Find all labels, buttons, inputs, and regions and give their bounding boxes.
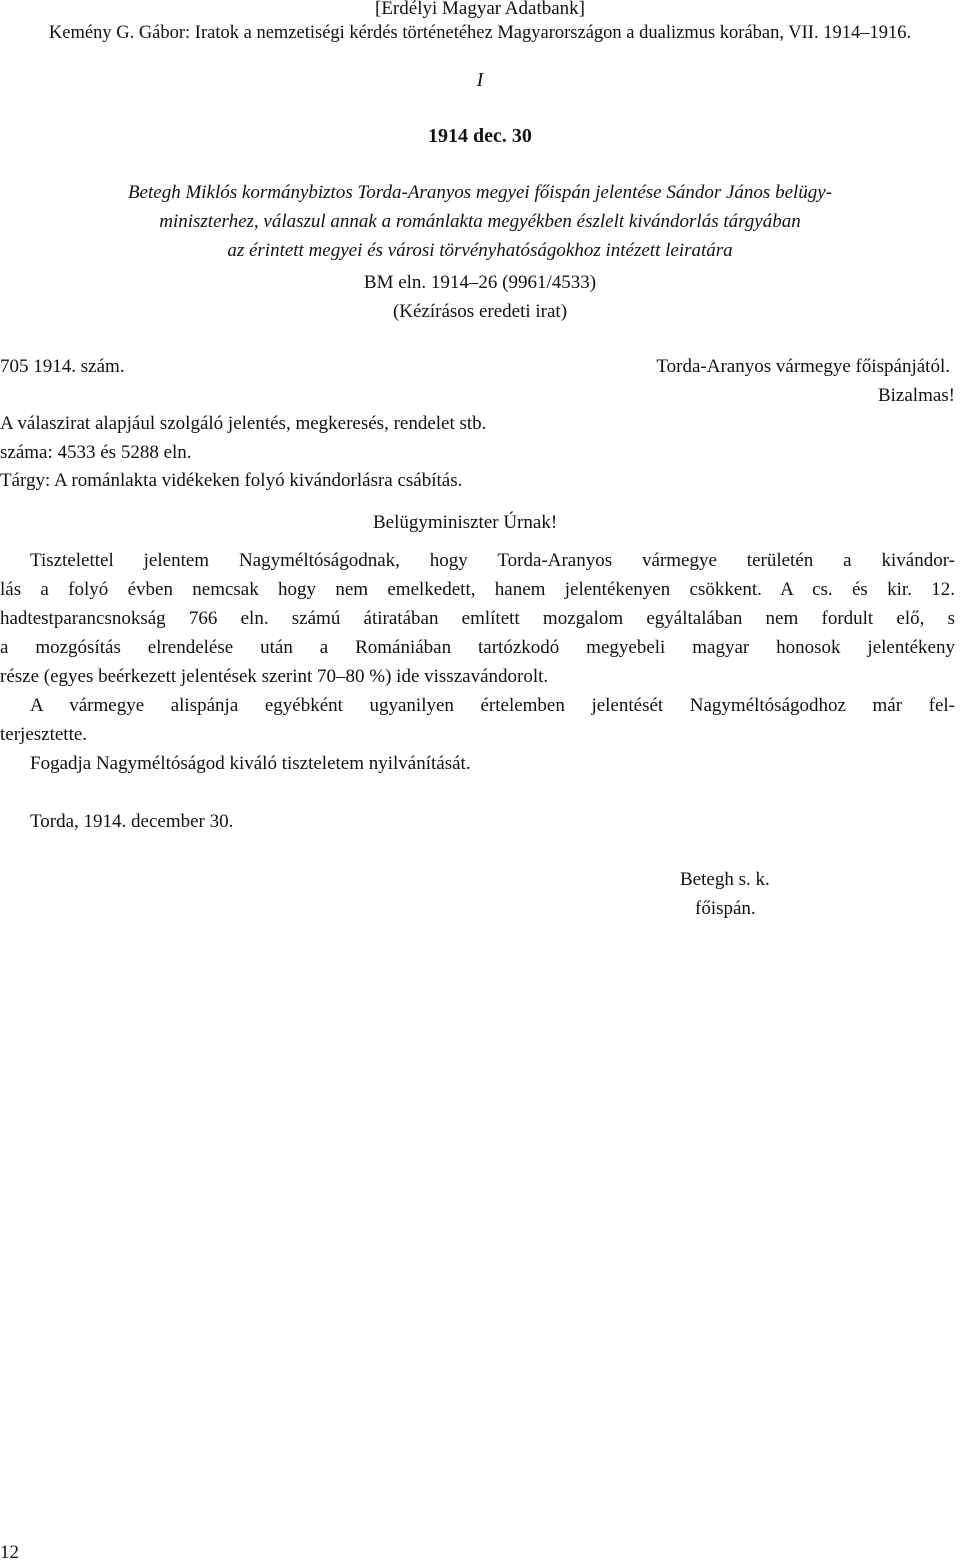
sender: Torda-Aranyos vármegye főispánjától.: [656, 356, 950, 377]
summary-line-3: az érintett megyei és városi törvényhatóságokhoz intézett leiratára: [227, 240, 733, 261]
body-line-8: Fogadja Nagyméltóságod kiváló tiszteletem nyilvánítását.: [30, 753, 471, 774]
summary-line-2: miniszterhez, válaszul annak a románlakta megyékben észlelt kivándorlás tárgyában: [159, 211, 801, 232]
body-line-4: a mozgósítás elrendelése után a Romániában tartózkodó megyebeli magyar honosok jelentékeny: [0, 637, 955, 658]
body-line-5: része (egyes beérkezett jelentések szerint 70–80 %) ide visszavándorolt.: [0, 666, 549, 687]
body-line-7: terjesztette.: [0, 724, 88, 745]
source-header: [Erdélyi Magyar Adatbank]: [375, 0, 585, 19]
place-date: Torda, 1914. december 30.: [30, 811, 234, 832]
archive-reference: BM eln. 1914–26 (9961/4533): [363, 272, 597, 293]
archive-note: (Kézírásos eredeti irat): [392, 301, 568, 322]
salutation: Belügyminiszter Úrnak!: [373, 512, 558, 533]
confidential-mark: Bizalmas!: [877, 385, 955, 406]
reference-line-3: Tárgy: A románlakta vidékeken folyó kivándorlásra csábítás.: [0, 470, 463, 491]
signature: Betegh s. k.: [680, 869, 770, 890]
body-line-3: hadtestparancsnokság 766 eln. számú átiratában említett mozgalom egyáltalában nem fordult elő, s: [0, 608, 955, 629]
file-number: 705 1914. szám.: [0, 356, 125, 377]
signature-title: főispán.: [695, 898, 756, 919]
page-number: 12: [0, 1542, 19, 1563]
reference-line-2: száma: 4533 és 5288 eln.: [0, 442, 192, 463]
reference-line-1: A válaszirat alapjául szolgáló jelentés, megkeresés, rendelet stb.: [0, 413, 487, 434]
document-number: I: [476, 69, 484, 91]
body-line-1: Tisztelettel jelentem Nagyméltóságodnak, hogy Torda-Aranyos vármegye területén a kivándor-: [30, 550, 955, 571]
book-title: Kemény G. Gábor: Iratok a nemzetiségi kérdés történetéhez Magyarországon a dualizmus korában, VII. 1914–1916.: [48, 23, 912, 43]
body-line-2: lás a folyó évben nemcsak hogy nem emelkedett, hanem jelentékenyen csökkent. A cs. és kir. 12.: [0, 579, 955, 600]
body-line-6: A vármegye alispánja egyébként ugyanilyen értelemben jelentését Nagyméltóságodhoz már fel-: [30, 695, 955, 716]
summary-line-1: Betegh Miklós kormánybiztos Torda-Aranyos megyei főispán jelentése Sándor János belügy-: [127, 182, 833, 203]
document-date: 1914 dec. 30: [428, 125, 532, 147]
